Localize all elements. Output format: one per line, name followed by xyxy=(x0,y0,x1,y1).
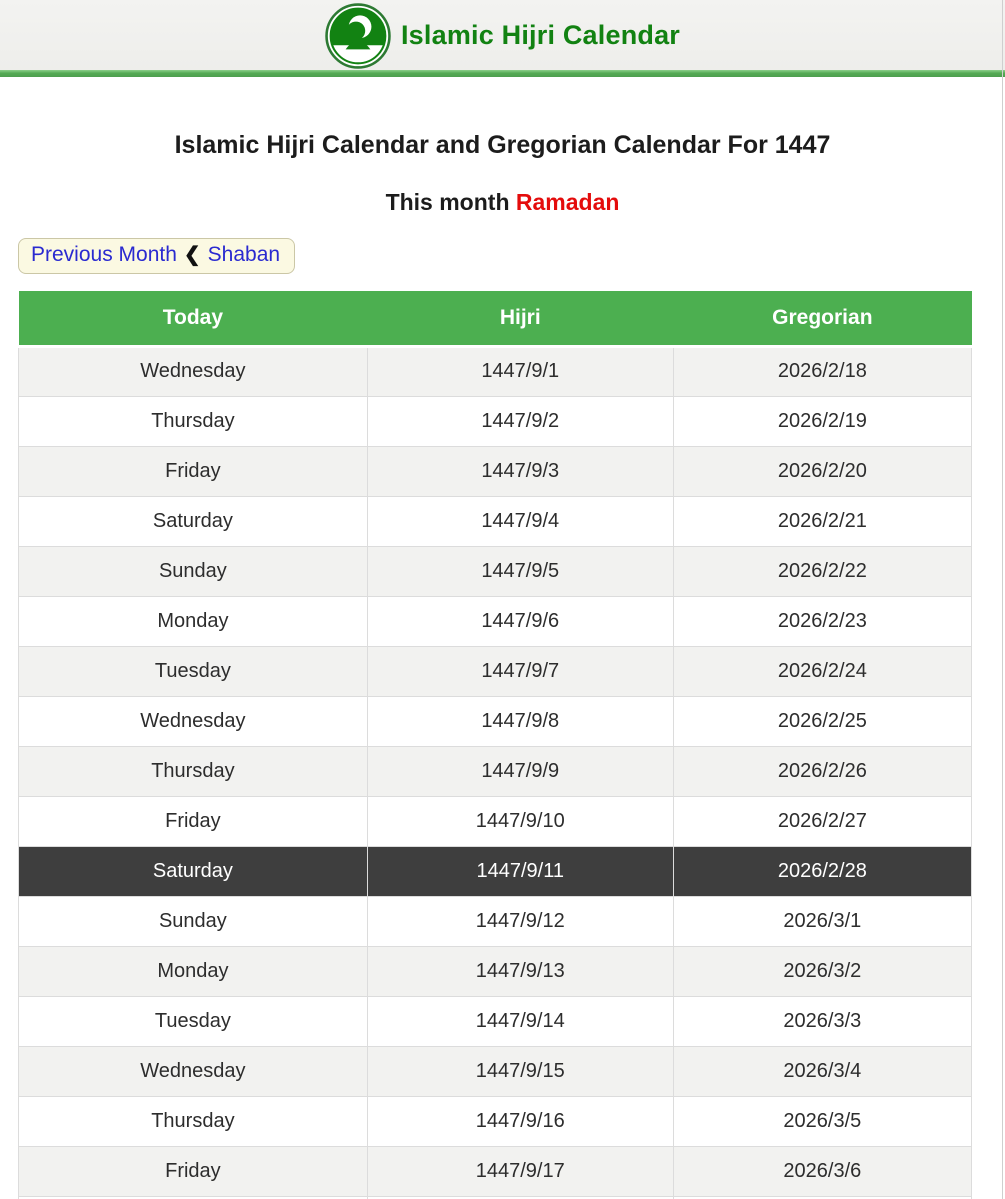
cell-day: Saturday xyxy=(19,846,368,896)
cell-day: Wednesday xyxy=(19,696,368,746)
month-subtitle-prefix: This month xyxy=(385,189,510,215)
cell-day: Thursday xyxy=(19,746,368,796)
cell-day: Friday xyxy=(19,446,368,496)
table-row xyxy=(19,546,972,596)
previous-month-name: Shaban xyxy=(207,243,281,266)
column-header-hijri: Hijri xyxy=(367,291,673,346)
cell-day: Monday xyxy=(19,596,368,646)
cell-hijri: 1447/9/13 xyxy=(367,946,673,996)
cell-hijri: 1447/9/2 xyxy=(367,396,673,446)
chevron-left-icon: ❮ xyxy=(183,244,201,266)
cell-hijri: 1447/9/16 xyxy=(367,1096,673,1146)
table-row xyxy=(19,696,972,746)
column-header-gregorian: Gregorian xyxy=(673,291,971,346)
cell-day: Wednesday xyxy=(19,1046,368,1096)
home-link[interactable] xyxy=(325,1,680,69)
cell-gregorian: 2026/3/2 xyxy=(673,946,971,996)
cell-hijri: 1447/9/10 xyxy=(367,796,673,846)
header-divider xyxy=(0,70,1005,77)
main-content xyxy=(0,131,1005,1199)
table-row xyxy=(19,846,972,896)
cell-hijri: 1447/9/17 xyxy=(367,1146,673,1196)
cell-hijri: 1447/9/1 xyxy=(367,346,673,396)
cell-gregorian: 2026/2/28 xyxy=(673,846,971,896)
cell-gregorian: 2026/3/1 xyxy=(673,896,971,946)
cell-gregorian: 2026/2/24 xyxy=(673,646,971,696)
cell-day: Monday xyxy=(19,946,368,996)
cell-gregorian: 2026/3/4 xyxy=(673,1046,971,1096)
app-logo-icon xyxy=(325,3,391,69)
table-row xyxy=(19,896,972,946)
app-header xyxy=(0,0,1005,70)
cell-hijri: 1447/9/15 xyxy=(367,1046,673,1096)
previous-month-label: Previous Month xyxy=(31,243,177,266)
cell-gregorian: 2026/2/23 xyxy=(673,596,971,646)
cell-day: Saturday xyxy=(19,496,368,546)
cell-hijri: 1447/9/11 xyxy=(367,846,673,896)
cell-gregorian: 2026/2/22 xyxy=(673,546,971,596)
column-header-today: Today xyxy=(19,291,368,346)
cell-day: Sunday xyxy=(19,546,368,596)
cell-gregorian: 2026/2/19 xyxy=(673,396,971,446)
cell-hijri: 1447/9/5 xyxy=(367,546,673,596)
cell-day: Sunday xyxy=(19,896,368,946)
table-row xyxy=(19,1146,972,1196)
calendar-table-body xyxy=(19,346,972,1199)
cell-hijri: 1447/9/7 xyxy=(367,646,673,696)
table-row xyxy=(19,796,972,846)
cell-day: Tuesday xyxy=(19,996,368,1046)
calendar-table-header xyxy=(19,291,972,346)
cell-hijri: 1447/9/14 xyxy=(367,996,673,1046)
cell-hijri: 1447/9/12 xyxy=(367,896,673,946)
cell-gregorian: 2026/3/6 xyxy=(673,1146,971,1196)
cell-gregorian: 2026/3/3 xyxy=(673,996,971,1046)
cell-gregorian: 2026/2/20 xyxy=(673,446,971,496)
table-row xyxy=(19,646,972,696)
calendar-table xyxy=(18,291,972,1199)
cell-day: Wednesday xyxy=(19,346,368,396)
cell-day: Thursday xyxy=(19,1096,368,1146)
table-row xyxy=(19,1096,972,1146)
table-row xyxy=(19,996,972,1046)
app-title: Islamic Hijri Calendar xyxy=(400,19,680,50)
cell-gregorian: 2026/2/21 xyxy=(673,496,971,546)
cell-hijri: 1447/9/9 xyxy=(367,746,673,796)
month-subtitle xyxy=(18,189,987,216)
cell-hijri: 1447/9/3 xyxy=(367,446,673,496)
table-row xyxy=(19,446,972,496)
cell-hijri: 1447/9/6 xyxy=(367,596,673,646)
cell-gregorian: 2026/2/25 xyxy=(673,696,971,746)
cell-day: Friday xyxy=(19,1146,368,1196)
table-row xyxy=(19,746,972,796)
current-month-label: Ramadan xyxy=(515,189,620,215)
table-row xyxy=(19,1046,972,1096)
table-row xyxy=(19,946,972,996)
cell-day: Thursday xyxy=(19,396,368,446)
cell-gregorian: 2026/2/26 xyxy=(673,746,971,796)
cell-day: Tuesday xyxy=(19,646,368,696)
table-row xyxy=(19,396,972,446)
cell-gregorian: 2026/2/18 xyxy=(673,346,971,396)
cell-day: Friday xyxy=(19,796,368,846)
window-right-edge xyxy=(1002,0,1003,1199)
cell-hijri: 1447/9/4 xyxy=(367,496,673,546)
cell-gregorian: 2026/3/5 xyxy=(673,1096,971,1146)
table-row xyxy=(19,596,972,646)
cell-hijri: 1447/9/8 xyxy=(367,696,673,746)
cell-gregorian: 2026/2/27 xyxy=(673,796,971,846)
page-title: Islamic Hijri Calendar and Gregorian Calendar For 1447 xyxy=(174,131,831,159)
previous-month-button[interactable] xyxy=(18,238,295,274)
table-row xyxy=(19,346,972,396)
table-row xyxy=(19,496,972,546)
